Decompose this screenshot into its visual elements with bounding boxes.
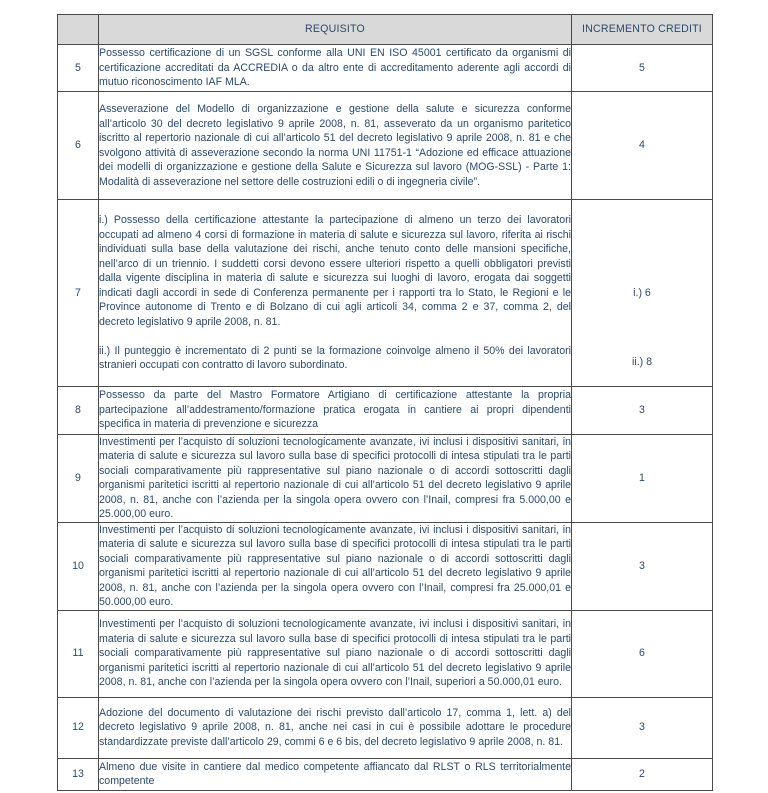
table-row-8	[58, 386, 713, 434]
credit-value: 2	[639, 767, 645, 780]
credits-table	[57, 14, 713, 791]
requirement-paragraph: Possesso da parte del Mastro Formatore Artigiano di certificazione attestante la propria partecipazione all’addestramento/formazione pratica erogata in cantiere ai propri dipendenti specifica in materia di prevenzione e sicurezza	[99, 389, 571, 431]
credit-cell	[572, 92, 713, 200]
requirement-paragraph: ii.) Il punteggio è incrementato di 2 punti se la formazione coinvolge almeno il 50% dei lavoratori stranieri occupati con contratto di lavoro subordinato.	[99, 344, 571, 371]
requirement-cell	[99, 522, 572, 610]
table-row-13	[58, 758, 713, 790]
table-row-9	[58, 434, 713, 522]
table-row-12	[58, 697, 713, 758]
table-row-7	[58, 200, 713, 387]
requirement-paragraph: Investimenti per l’acquisto di soluzioni tecnologicamente avanzate, ivi inclusi i dispositivi sanitari, in materia di salute e sicurezza sul lavoro sulla base di specifici protocolli di intesa stipulati tra le parti sociali comparativamente più rappresentative sul piano nazionale o di accordi sottoscritti dagli organismi paritetici iscritti al repertorio nazionale di cui all’articolo 51 del decreto legislativo 9 aprile 2008, n. 81, anche con l’azienda per la singola opera ovvero con l’Inail, compresi fra 5.000,00 e 25.000,00 euro.	[99, 435, 571, 520]
requirement-paragraph: i.) Possesso della certificazione attestante la partecipazione di almeno un terzo dei lavoratori occupati ad almeno 4 corsi di formazione in materia di salute e sicurezza sul lavoro, riferita ai rischi individuati sulla base della valutazione dei rischi, anche tenuto conto delle mansioni specifiche, nell’arco di un triennio. I suddetti corsi devono essere ulteriori rispetto a quelli obbligatori previsti dalla vigente disciplina in materia di salute e sicurezza sui luoghi di lavoro, erogata dai soggetti indicati dagli accordi in sede di Conferenza permanente per i rapporti tra lo Stato, le Regioni e le Province autonome di Trento e di Bolzano di cui agli articoli 34, comma 2 e 37, comma 2, del decreto legislativo 9 aprile 2008, n. 81.	[99, 214, 571, 328]
credit-value: ii.) 8	[631, 356, 652, 368]
row-number-cell: 11	[58, 610, 99, 697]
row-number-cell: 10	[58, 522, 99, 610]
credit-value: 3	[639, 403, 645, 416]
requirement-cell	[99, 610, 572, 697]
requirement-cell	[99, 434, 572, 522]
requirement-paragraph: Asseverazione del Modello di organizzazione e gestione della salute e sicurezza conforme all’articolo 30 del decreto legislativo 9 aprile 2008, n. 81, asseverato da un organismo paritetico iscritto al repertorio nazionale di cui all’articolo 51 del decreto legislativo 9 aprile 2008, n. 81 e che svolgono attività di asseverazione secondo la norma UNI 11751-1 “Adozione ed efficace attuazione dei modelli di organizzazione e gestione della Salute e Sicurezza sul lavoro (MOG-SSL) - Parte 1: Modalità di asseverazione nel settore delle costruzioni edili o di ingegneria civile”.	[99, 103, 571, 188]
credit-value: i.) 6	[633, 286, 651, 299]
row-number-cell: 8	[58, 386, 99, 434]
table-row-5	[58, 45, 713, 92]
header-cell-number	[58, 15, 99, 45]
credit-cell	[572, 434, 713, 522]
credit-value: 5	[639, 61, 645, 74]
credit-cell	[572, 522, 713, 610]
requirement-cell	[99, 758, 572, 790]
row-number-cell: 5	[58, 45, 99, 92]
credit-cell	[572, 697, 713, 758]
credit-cell	[572, 758, 713, 790]
row-number-cell: 9	[58, 434, 99, 522]
header-cell-requisito: REQUISITO	[99, 15, 572, 45]
credit-cell	[572, 386, 713, 434]
table-body	[58, 45, 713, 791]
header-row	[58, 15, 713, 45]
table-row-10	[58, 522, 713, 610]
credit-cell	[572, 45, 713, 92]
row-number-cell: 13	[58, 758, 99, 790]
requirement-paragraph: Investimenti per l’acquisto di soluzioni tecnologicamente avanzate, ivi inclusi i dispositivi sanitari, in materia di salute e sicurezza sul lavoro sulla base di specifici protocolli di intesa stipulati tra le parti sociali comparativamente più rappresentative sul piano nazionale o di accordi sottoscritti dagli organismi paritetici iscritti al repertorio nazionale di cui all’articolo 51 del decreto legislativo 9 aprile 2008, n. 81, anche con l’azienda per la singola opera ovvero con l’Inail, compresi fra 25.000,01 e 50.000,00 euro.	[99, 523, 571, 608]
credit-value: 3	[639, 559, 645, 572]
requirement-paragraph: Adozione del documento di valutazione dei rischi previsto dall’articolo 17, comma 1, lett. a) del decreto legislativo 9 aprile 2008, n. 81, anche nei casi in cui è possibile adottare le procedure standardizzate previste dall’articolo 29, commi 6 e 6 bis, del decreto legislativo 9 aprile 2008, n. 81.	[99, 706, 571, 748]
credit-cell	[572, 200, 713, 387]
requirement-paragraph: Possesso certificazione di un SGSL conforme alla UNI EN ISO 45001 certificato da organismi di certificazione accreditati da ACCREDIA o da altro ente di accreditamento aderente agli accordi di mutuo riconoscimento IAF MLA.	[99, 47, 571, 89]
header-cell-incremento-crediti: INCREMENTO CREDITI	[572, 15, 713, 45]
requirement-cell	[99, 92, 572, 200]
requirement-paragraph: Almeno due visite in cantiere dal medico competente affiancato dal RLST o RLS territorialmente competente	[99, 760, 571, 787]
requirement-cell	[99, 45, 572, 92]
credit-value: 1	[639, 471, 645, 484]
credit-value: 6	[639, 647, 645, 660]
requirement-cell	[99, 697, 572, 758]
requirement-paragraph: Investimenti per l’acquisto di soluzioni tecnologicamente avanzate, ivi inclusi i dispositivi sanitari, in materia di salute e sicurezza sul lavoro sulla base di specifici protocolli di intesa stipulati tra le parti sociali comparativamente più rappresentative sul piano nazionale o di accordi sottoscritti dagli organismi paritetici iscritti al repertorio nazionale di cui all’articolo 51 del decreto legislativo 9 aprile 2008, n. 81, anche con l’azienda per la singola opera ovvero con l’Inail, superiori a 50.000,01 euro.	[99, 618, 571, 689]
row-number-cell: 7	[58, 200, 99, 387]
credit-value: 4	[639, 139, 645, 152]
table-row-6	[58, 92, 713, 200]
credit-value: 3	[639, 721, 645, 734]
row-number-cell: 12	[58, 697, 99, 758]
requirement-cell	[99, 386, 572, 434]
table-row-11	[58, 610, 713, 697]
credit-cell	[572, 610, 713, 697]
row-number-cell: 6	[58, 92, 99, 200]
table-header	[58, 15, 713, 45]
requirement-cell	[99, 200, 572, 387]
